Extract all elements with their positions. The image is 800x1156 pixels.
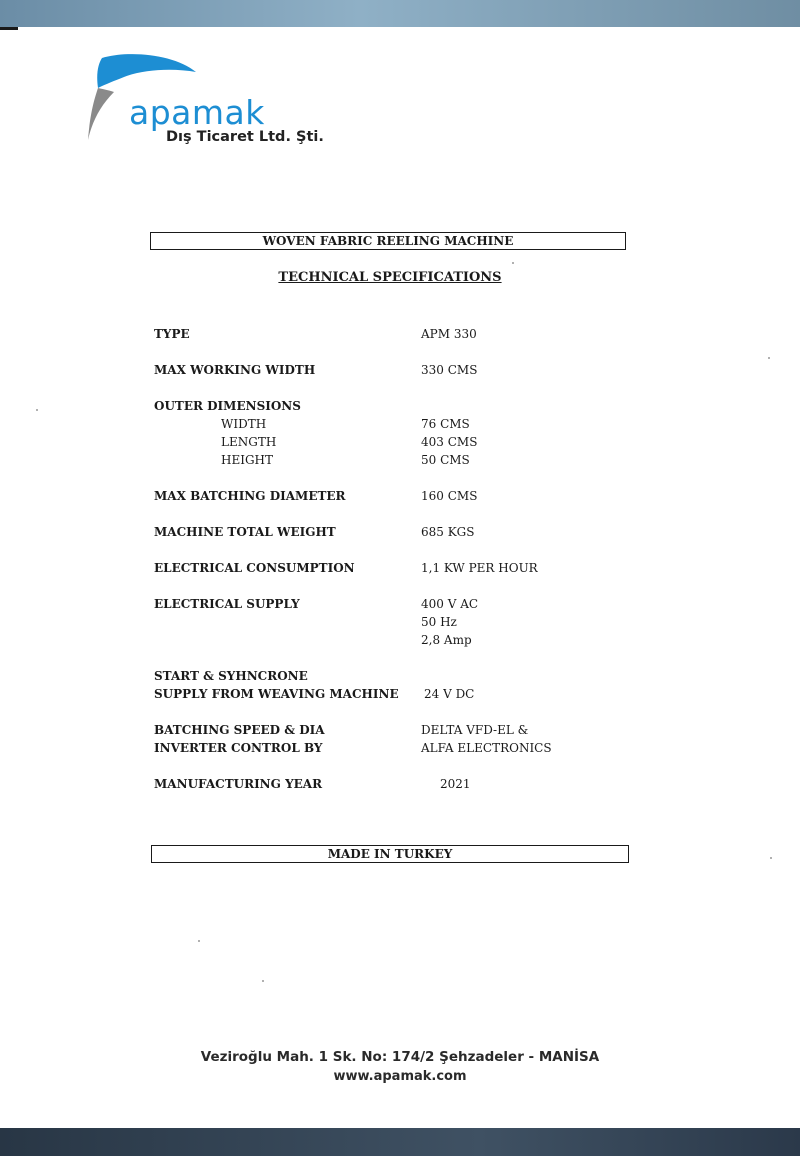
scan-top-border [0,0,800,27]
spec-weight-label: MACHINE TOTAL WEIGHT [154,525,336,539]
spec-max-width-value: 330 CMS [421,363,478,377]
scan-speck [770,857,772,859]
spec-speed-control-label-line2: INVERTER CONTROL BY [154,741,323,755]
scan-edge-mark [0,27,18,30]
scan-speck [768,357,770,359]
spec-start-sync-label-line1: START & SYHNCRONE [154,669,308,683]
spec-max-width-label: MAX WORKING WIDTH [154,363,316,377]
spec-consumption-label: ELECTRICAL CONSUMPTION [154,561,355,575]
spec-supply-current: 2,8 Amp [421,633,472,647]
spec-max-diameter-label: MAX BATCHING DIAMETER [154,489,346,503]
scan-bottom-border [0,1128,800,1156]
spec-supply-label: ELECTRICAL SUPPLY [154,597,300,611]
spec-start-sync-label-line2: SUPPLY FROM WEAVING MACHINE [154,687,399,701]
spec-supply-voltage: 400 V AC [421,597,479,611]
spec-length-value: 403 CMS [421,435,478,449]
spec-year-value: 2021 [440,777,471,791]
spec-speed-control-value-line1: DELTA VFD-EL & [421,723,529,737]
spec-width-label: WIDTH [221,417,267,431]
spec-width-value: 76 CMS [421,417,470,431]
company-logo [84,52,324,152]
spec-height-label: HEIGHT [221,453,274,467]
spec-weight-value: 685 KGS [421,525,475,539]
document-subtitle: TECHNICAL SPECIFICATIONS [278,270,502,285]
spec-speed-control-value-line2: ALFA ELECTRONICS [421,741,552,755]
document-title: WOVEN FABRIC REELING MACHINE [150,232,626,250]
spec-type-value: APM 330 [421,327,477,341]
spec-consumption-value: 1,1 KW PER HOUR [421,561,538,575]
spec-speed-control-label-line1: BATCHING SPEED & DIA [154,723,325,737]
spec-max-diameter-value: 160 CMS [421,489,478,503]
footer-website: www.apamak.com [333,1069,467,1084]
scan-speck [198,940,200,942]
scan-speck [262,980,264,982]
spec-outer-dimensions-label: OUTER DIMENSIONS [154,399,301,413]
spec-supply-frequency: 50 Hz [421,615,457,629]
spec-type-label: TYPE [154,327,190,341]
spec-height-value: 50 CMS [421,453,470,467]
scan-speck [36,409,38,411]
spec-year-label: MANUFACTURING YEAR [154,777,323,791]
made-in-box: MADE IN TURKEY [151,845,629,863]
logo-subtitle: Dış Ticaret Ltd. Şti. [166,129,324,145]
footer-address: Veziroğlu Mah. 1 Sk. No: 174/2 Şehzadeler - MANİSA [200,1049,600,1065]
spec-start-sync-value: 24 V DC [424,687,475,701]
logo-wordmark: apamak [129,93,265,132]
document-page [0,27,800,1128]
scan-speck [512,262,514,264]
spec-length-label: LENGTH [221,435,277,449]
